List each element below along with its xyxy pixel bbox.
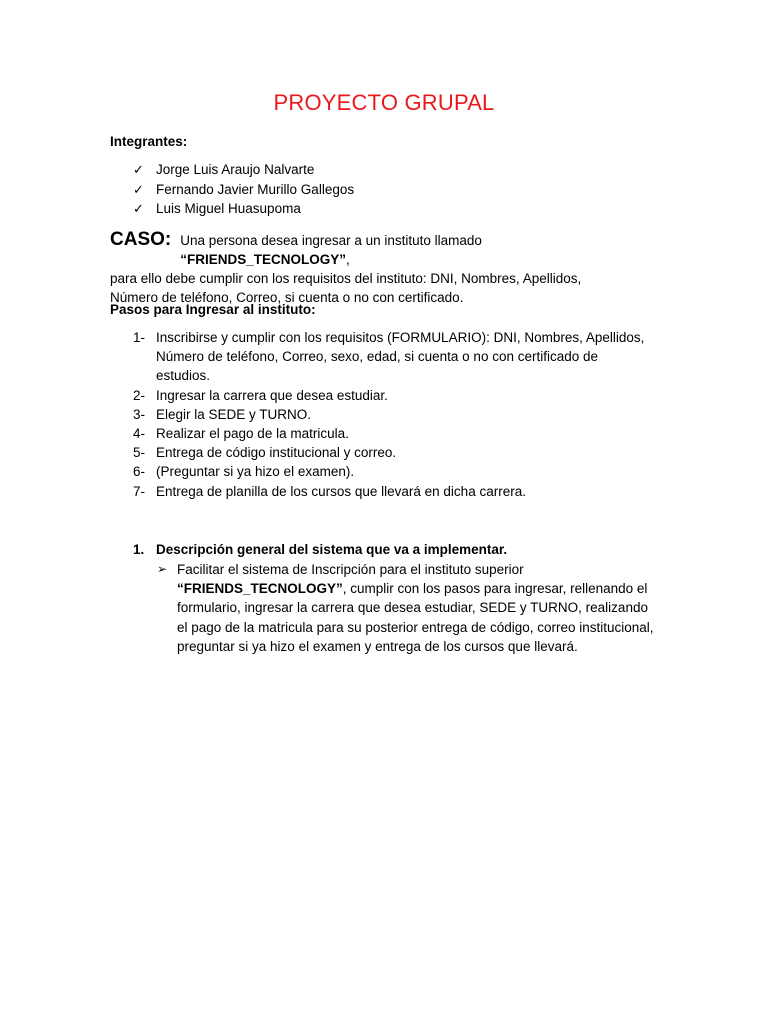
member-name: Luis Miguel Huasupoma <box>156 201 301 217</box>
step-item <box>133 424 653 443</box>
step-item <box>133 328 653 386</box>
section-title: Descripción general del sistema que va a implementar. <box>156 542 508 557</box>
check-icon: ✓ <box>133 201 144 217</box>
step-text: Entrega de planilla de los cursos que llevará en dicha carrera. <box>156 483 526 499</box>
member-name: Fernando Javier Murillo Gallegos <box>156 181 355 197</box>
step-text: Elegir la SEDE y TURNO. <box>156 406 312 422</box>
description-part: , cumplir con los pasos para ingresar, rellenando el formulario, ingresar la carrera que desea estudiar, SEDE y TURNO, realizando el pago de la matricula para su posterior entrega de código, correo institucional, preguntar si ya hizo el examen y entrega de los cursos que llevará. <box>177 581 654 654</box>
step-number: 1- <box>133 330 146 345</box>
description-part: Facilitar el sistema de Inscripción para el instituto superior <box>177 562 524 577</box>
caso-text: Una persona desea ingresar a un instituto llamado <box>180 233 482 248</box>
member-name: Jorge Luis Araujo Nalvarte <box>156 162 315 178</box>
list-item <box>133 199 354 219</box>
caso-label: CASO: <box>110 229 172 250</box>
step-text: Ingresar la carrera que desea estudiar. <box>156 387 388 403</box>
caso-line-3: Número de teléfono, Correo, si cuenta o no con certificado. <box>110 290 464 305</box>
step-item <box>133 482 653 501</box>
step-text: (Preguntar si ya hizo el examen). <box>156 464 355 480</box>
step-item <box>133 462 653 481</box>
step-number: 7- <box>133 483 146 499</box>
step-number: 3- <box>133 406 146 422</box>
arrow-bullet-icon: ➢ <box>157 562 168 576</box>
steps-list <box>133 328 653 501</box>
step-text: Entrega de código institucional y correo. <box>156 445 397 461</box>
caso-paragraph <box>110 230 650 307</box>
page-title: PROYECTO GRUPAL <box>273 90 495 115</box>
caso-line-2: para ello debe cumplir con los requisitos del instituto: DNI, Nombres, Apellidos, <box>110 271 582 286</box>
check-icon: ✓ <box>133 162 144 178</box>
step-item <box>133 443 653 462</box>
system-description-section <box>133 540 658 656</box>
check-icon: ✓ <box>133 181 144 197</box>
step-number: 6- <box>133 464 146 480</box>
section-number: 1. <box>133 542 145 557</box>
step-text: Realizar el pago de la matricula. <box>156 426 349 442</box>
list-item <box>133 160 354 180</box>
step-text: Inscribirse y cumplir con los requisitos (FORMULARIO): DNI, Nombres, Apellidos, Número de teléfono, Correo, sexo, edad, si cuenta o no con certificado de estudios. <box>156 330 645 384</box>
description-institute-name: “FRIENDS_TECNOLOGY” <box>177 581 343 597</box>
pasos-label: Pasos para Ingresar al instituto: <box>110 302 316 317</box>
step-item <box>133 386 653 405</box>
step-number: 5- <box>133 445 146 461</box>
caso-comma: , <box>346 252 350 267</box>
members-list <box>133 160 354 219</box>
integrantes-label: Integrantes: <box>110 134 188 149</box>
step-number: 2- <box>133 387 146 403</box>
section-heading <box>133 540 658 559</box>
description-text <box>177 560 658 656</box>
step-number: 4- <box>133 426 146 442</box>
step-item <box>133 405 653 424</box>
list-item <box>133 180 354 200</box>
caso-institute-name: “FRIENDS_TECNOLOGY” <box>180 252 346 267</box>
description-bullet <box>157 560 658 656</box>
